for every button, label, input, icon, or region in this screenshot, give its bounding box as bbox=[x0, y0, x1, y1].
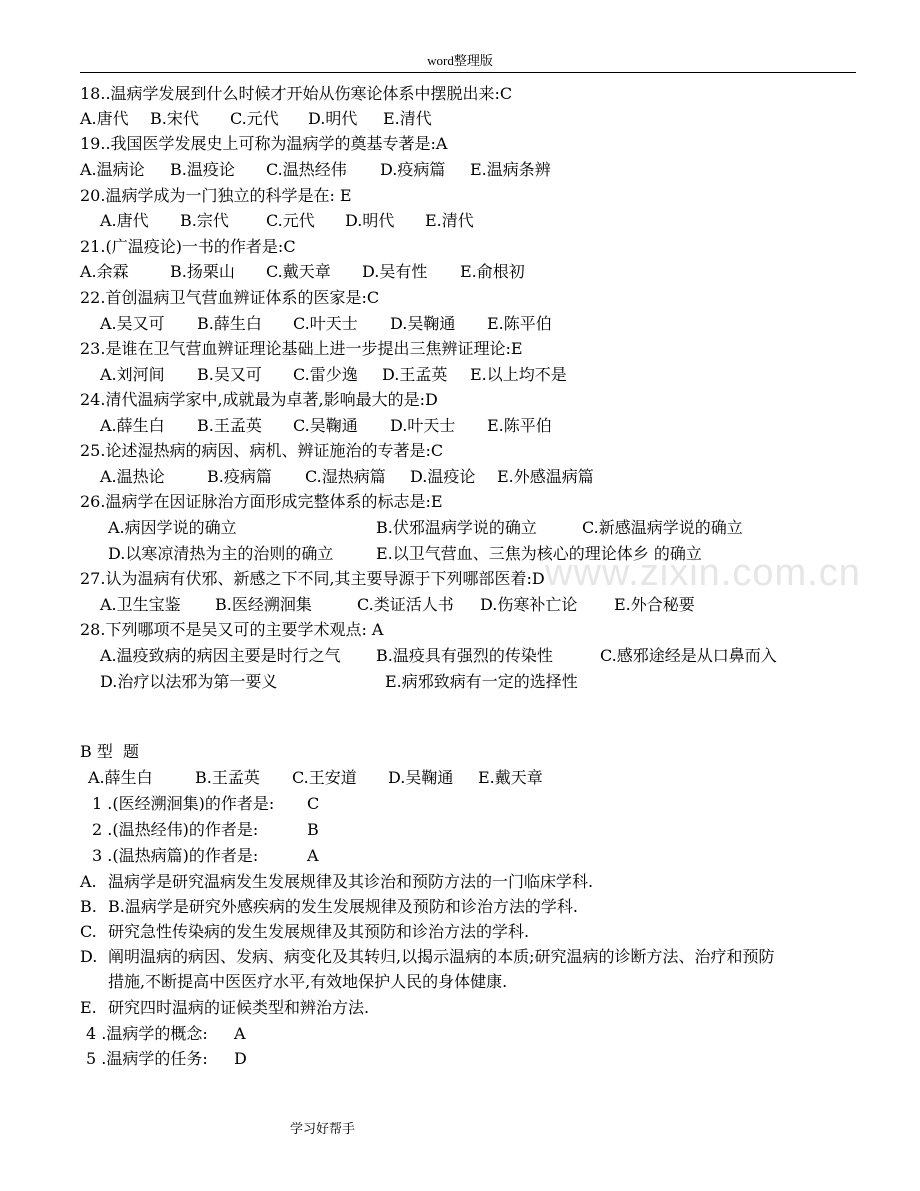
def-c-label: C. bbox=[80, 922, 97, 941]
question-22-option-c: C.叶天士 bbox=[293, 314, 358, 333]
def-e-label: E. bbox=[80, 998, 97, 1017]
question-23-option-c: C.雷少逸 bbox=[293, 365, 358, 384]
btype-item-1-question: 1 .(医经溯洄集)的作者是: bbox=[92, 794, 275, 813]
btype-item-2-question: 2 .(温热经伟)的作者是: bbox=[92, 820, 259, 839]
question-18-option-b: B.宋代 bbox=[150, 109, 199, 128]
def-a-text: 温病学是研究温病发生发展规律及其诊治和预防方法的一门临床学科. bbox=[108, 872, 594, 891]
question-25-option-b: B.疫病篇 bbox=[207, 467, 272, 486]
def-b-text: B.温病学是研究外感疾病的发生发展规律及预防和诊治方法的学科. bbox=[108, 897, 578, 916]
question-24-option-b: B.王孟英 bbox=[197, 416, 262, 435]
question-21-option-a: A.余霖 bbox=[80, 262, 129, 281]
question-26-option-c: C.新感温病学说的确立 bbox=[582, 518, 743, 537]
question-19-option-a: A.温病论 bbox=[80, 160, 145, 179]
def-e-text: 研究四时温病的证候类型和辨治方法. bbox=[108, 998, 370, 1017]
question-24-option-c: C.吴鞠通 bbox=[293, 416, 358, 435]
question-22-option-b: B.薛生白 bbox=[197, 314, 262, 333]
def-a-label: A. bbox=[80, 872, 97, 891]
question-27-option-a: A.卫生宝鉴 bbox=[100, 595, 181, 614]
header-rule bbox=[80, 72, 856, 73]
page-header: word整理版 bbox=[427, 53, 493, 68]
question-19-option-d: D.疫病篇 bbox=[380, 160, 446, 179]
def-b-label: B. bbox=[80, 897, 97, 916]
question-24-option-d: D.叶天士 bbox=[390, 416, 456, 435]
btype-item-3-answer: A bbox=[307, 846, 319, 865]
question-21-option-b: B.扬栗山 bbox=[170, 262, 235, 281]
question-20-option-a: A.唐代 bbox=[100, 211, 149, 230]
page-footer: 学习好帮手 bbox=[290, 1122, 356, 1137]
question-27-option-c: C.类证活人书 bbox=[357, 595, 454, 614]
question-19-option-b: B.温疫论 bbox=[170, 160, 235, 179]
question-21-option-c: C.戴天章 bbox=[266, 262, 331, 281]
question-23-option-d: D.王孟英 bbox=[382, 365, 448, 384]
question-21-option-e: E.俞根初 bbox=[460, 262, 525, 281]
btype-item-5-answer: D bbox=[234, 1049, 247, 1068]
question-21-stem: 21.(广温疫论)一书的作者是:C bbox=[80, 237, 296, 256]
watermark: www.zixin.com.cn bbox=[545, 552, 861, 594]
question-26-option-b: B.伏邪温病学说的确立 bbox=[376, 518, 537, 537]
question-24-option-e: E.陈平伯 bbox=[487, 416, 552, 435]
question-22-option-a: A.吴又可 bbox=[100, 314, 165, 333]
question-23-option-e: E.以上均不是 bbox=[470, 365, 567, 384]
question-28-option-e: E.病邪致病有一定的选择性 bbox=[385, 672, 578, 691]
question-19-stem: 19..我国医学发展史上可称为温病学的奠基专著是:A bbox=[80, 134, 448, 153]
def-c-text: 研究急性传染病的发生发展规律及其预防和诊治方法的学科. bbox=[108, 922, 530, 941]
def-d-label: D. bbox=[80, 947, 98, 966]
question-18-option-e: E.清代 bbox=[383, 109, 432, 128]
question-18-option-c: C.元代 bbox=[230, 109, 279, 128]
question-27-option-e: E.外合秘要 bbox=[614, 595, 695, 614]
btype-item-5-question: 5 .温病学的任务: bbox=[86, 1049, 208, 1068]
question-24-stem: 24.清代温病学家中,成就最为卓著,影响最大的是:D bbox=[80, 390, 438, 409]
question-28-option-b: B.温疫具有强烈的传染性 bbox=[376, 646, 553, 665]
question-26-option-a: A.病因学说的确立 bbox=[108, 518, 237, 537]
question-27-option-d: D.伤寒补亡论 bbox=[480, 595, 578, 614]
btype-option-e: E.戴天章 bbox=[478, 768, 543, 787]
question-19-option-c: C.温热经伟 bbox=[266, 160, 347, 179]
question-27-stem: 27.认为温病有伏邪、新感之下不同,其主要导源于下列哪部医着:D bbox=[80, 569, 545, 588]
def-d-continuation: 措施,不断提高中医医疗水平,有效地保护人民的身体健康. bbox=[108, 972, 508, 991]
question-20-stem: 20.温病学成为一门独立的科学是在: E bbox=[80, 186, 352, 205]
question-18-stem: 18..温病学发展到什么时候才开始从伤寒论体系中摆脱出来:C bbox=[80, 84, 513, 103]
question-26-stem: 26.温病学在因证脉治方面形成完整体系的标志是:E bbox=[80, 492, 443, 511]
question-23-option-b: B.吴又可 bbox=[197, 365, 262, 384]
btype-item-4-question: 4 .温病学的概念: bbox=[86, 1024, 208, 1043]
question-28-option-d: D.治疗以法邪为第一要义 bbox=[100, 672, 278, 691]
question-18-option-d: D.明代 bbox=[308, 109, 358, 128]
question-25-option-e: E.外感温病篇 bbox=[497, 467, 594, 486]
question-28-option-c: C.感邪途经是从口鼻而入 bbox=[600, 646, 777, 665]
question-22-option-e: E.陈平伯 bbox=[487, 314, 552, 333]
question-18-option-a: A.唐代 bbox=[80, 109, 129, 128]
question-25-option-d: D.温疫论 bbox=[410, 467, 476, 486]
question-21-option-d: D.吴有性 bbox=[362, 262, 428, 281]
question-24-option-a: A.薛生白 bbox=[100, 416, 165, 435]
question-26-option-e: E.以卫气营血、三焦为核心的理论体乡 的确立 bbox=[376, 544, 702, 563]
btype-title: B 型 题 bbox=[80, 742, 140, 761]
btype-option-c: C.王安道 bbox=[292, 768, 357, 787]
question-25-option-c: C.湿热病篇 bbox=[305, 467, 386, 486]
question-25-option-a: A.温热论 bbox=[100, 467, 165, 486]
btype-item-2-answer: B bbox=[307, 820, 319, 839]
question-22-option-d: D.吴鞠通 bbox=[390, 314, 456, 333]
question-26-option-d: D.以寒凉清热为主的治则的确立 bbox=[108, 544, 334, 563]
btype-option-d: D.吴鞠通 bbox=[388, 768, 454, 787]
question-20-option-d: D.明代 bbox=[345, 211, 395, 230]
question-28-option-a: A.温疫致病的病因主要是时行之气 bbox=[100, 646, 341, 665]
question-23-stem: 23.是谁在卫气营血辨证理论基础上进一步提出三焦辨证理论:E bbox=[80, 339, 523, 358]
question-23-option-a: A.刘河间 bbox=[100, 365, 165, 384]
question-20-option-e: E.清代 bbox=[425, 211, 474, 230]
question-22-stem: 22.首创温病卫气营血辨证体系的医家是:C bbox=[80, 288, 380, 307]
question-28-stem: 28.下列哪项不是吴又可的主要学术观点: A bbox=[80, 620, 384, 639]
question-27-option-b: B.医经溯洄集 bbox=[215, 595, 312, 614]
question-20-option-c: C.元代 bbox=[266, 211, 315, 230]
question-25-stem: 25.论述湿热病的病因、病机、辨证施治的专著是:C bbox=[80, 441, 444, 460]
btype-item-1-answer: C bbox=[307, 794, 320, 813]
question-20-option-b: B.宗代 bbox=[180, 211, 229, 230]
btype-option-b: B.王孟英 bbox=[195, 768, 260, 787]
btype-item-3-question: 3 .(温热病篇)的作者是: bbox=[92, 846, 259, 865]
question-19-option-e: E.温病条辨 bbox=[470, 160, 551, 179]
def-d-text: 阐明温病的病因、发病、病变化及其转归,以揭示温病的本质;研究温病的诊断方法、治疗和预防 bbox=[108, 947, 775, 966]
btype-item-4-answer: A bbox=[234, 1024, 246, 1043]
btype-option-a: A.薛生白 bbox=[88, 768, 153, 787]
